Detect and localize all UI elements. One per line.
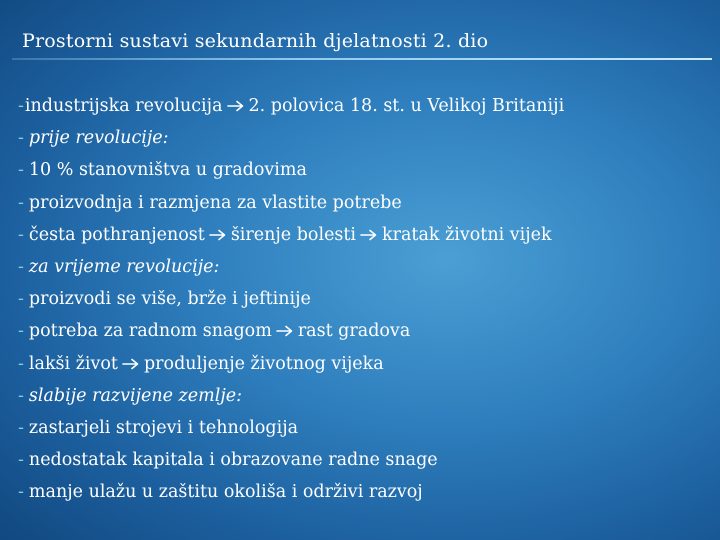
bullet-text-part: 2. polovica 18. st. u Velikoj Britaniji bbox=[248, 96, 565, 116]
bullet-dash: - bbox=[18, 289, 24, 310]
slide-title: Prostorni sustavi sekundarnih djelatnosti 2. dio bbox=[22, 30, 489, 52]
bullet-dash: - bbox=[18, 321, 24, 342]
bullet-text bbox=[29, 193, 402, 213]
bullet-text bbox=[29, 289, 311, 309]
bullet-dash: - bbox=[18, 192, 24, 213]
bullet-text-part: produljenje životnog vijeka bbox=[143, 353, 384, 374]
bullet-text-part: za vrijeme revolucije: bbox=[28, 256, 220, 277]
arrow-right-icon bbox=[276, 325, 294, 337]
bullet-line bbox=[18, 354, 708, 386]
bullet-line bbox=[18, 160, 708, 192]
bullet-text bbox=[29, 160, 307, 180]
bullet-dash: - bbox=[18, 224, 24, 245]
bullet-text bbox=[29, 386, 242, 406]
title-underline bbox=[12, 58, 712, 60]
bullet-text-part: industrijska revolucija bbox=[24, 96, 223, 116]
bullet-dash: - bbox=[18, 256, 24, 277]
bullet-dash: - bbox=[18, 128, 24, 149]
bullet-line bbox=[18, 128, 708, 160]
bullet-text-part: kratak životni vijek bbox=[382, 224, 552, 245]
bullet-dash: - bbox=[18, 160, 24, 181]
arrow-right-icon bbox=[360, 229, 378, 241]
bullet-line bbox=[18, 289, 708, 321]
bullet-text-part: slabije razvijene zemlje: bbox=[28, 385, 242, 406]
bullet-text bbox=[29, 354, 384, 374]
bullet-dash: - bbox=[18, 385, 24, 406]
bullet-dash: - bbox=[18, 482, 24, 503]
bullet-text bbox=[29, 450, 438, 470]
bullet-text-part: proizvodi se više, brže i jeftinije bbox=[28, 289, 311, 310]
bullet-dash: - bbox=[18, 353, 24, 374]
bullet-text bbox=[29, 418, 298, 438]
bullet-line bbox=[18, 257, 708, 289]
bullet-line bbox=[18, 96, 708, 128]
bullet-text-part: širenje bolesti bbox=[230, 224, 357, 245]
bullet-line bbox=[18, 321, 708, 353]
bullet-line bbox=[18, 418, 708, 450]
bullet-line bbox=[18, 482, 708, 514]
bullet-line bbox=[18, 193, 708, 225]
bullet-text-part: proizvodnja i razmjena za vlastite potrebe bbox=[28, 192, 402, 213]
bullet-text bbox=[29, 128, 169, 148]
bullet-text bbox=[25, 96, 564, 116]
bullet-list bbox=[18, 96, 708, 514]
bullet-text bbox=[29, 225, 552, 245]
bullet-text-part: zastarjeli strojevi i tehnologija bbox=[28, 417, 299, 438]
bullet-text-part: prije revolucije: bbox=[28, 128, 169, 149]
bullet-text-part: 10 % stanovništva u gradovima bbox=[28, 160, 307, 181]
arrow-right-icon bbox=[209, 229, 227, 241]
bullet-text-part: nedostatak kapitala i obrazovane radne snage bbox=[28, 450, 438, 471]
bullet-text-part: rast gradova bbox=[297, 321, 411, 342]
bullet-text-part: manje ulažu u zaštitu okoliša i održivi razvoj bbox=[28, 482, 423, 503]
bullet-dash: - bbox=[18, 417, 24, 438]
bullet-text-part: lakši život bbox=[28, 353, 118, 374]
bullet-line bbox=[18, 386, 708, 418]
bullet-text bbox=[29, 321, 410, 341]
bullet-line bbox=[18, 450, 708, 482]
bullet-dash: - bbox=[18, 450, 24, 471]
bullet-text bbox=[29, 257, 219, 277]
bullet-text-part: česta pothranjenost bbox=[28, 224, 205, 245]
bullet-dash: - bbox=[18, 96, 24, 116]
bullet-line bbox=[18, 225, 708, 257]
arrow-right-icon bbox=[227, 100, 245, 112]
bullet-text bbox=[29, 482, 423, 502]
arrow-right-icon bbox=[122, 358, 140, 370]
bullet-text-part: potreba za radnom snagom bbox=[28, 321, 272, 342]
